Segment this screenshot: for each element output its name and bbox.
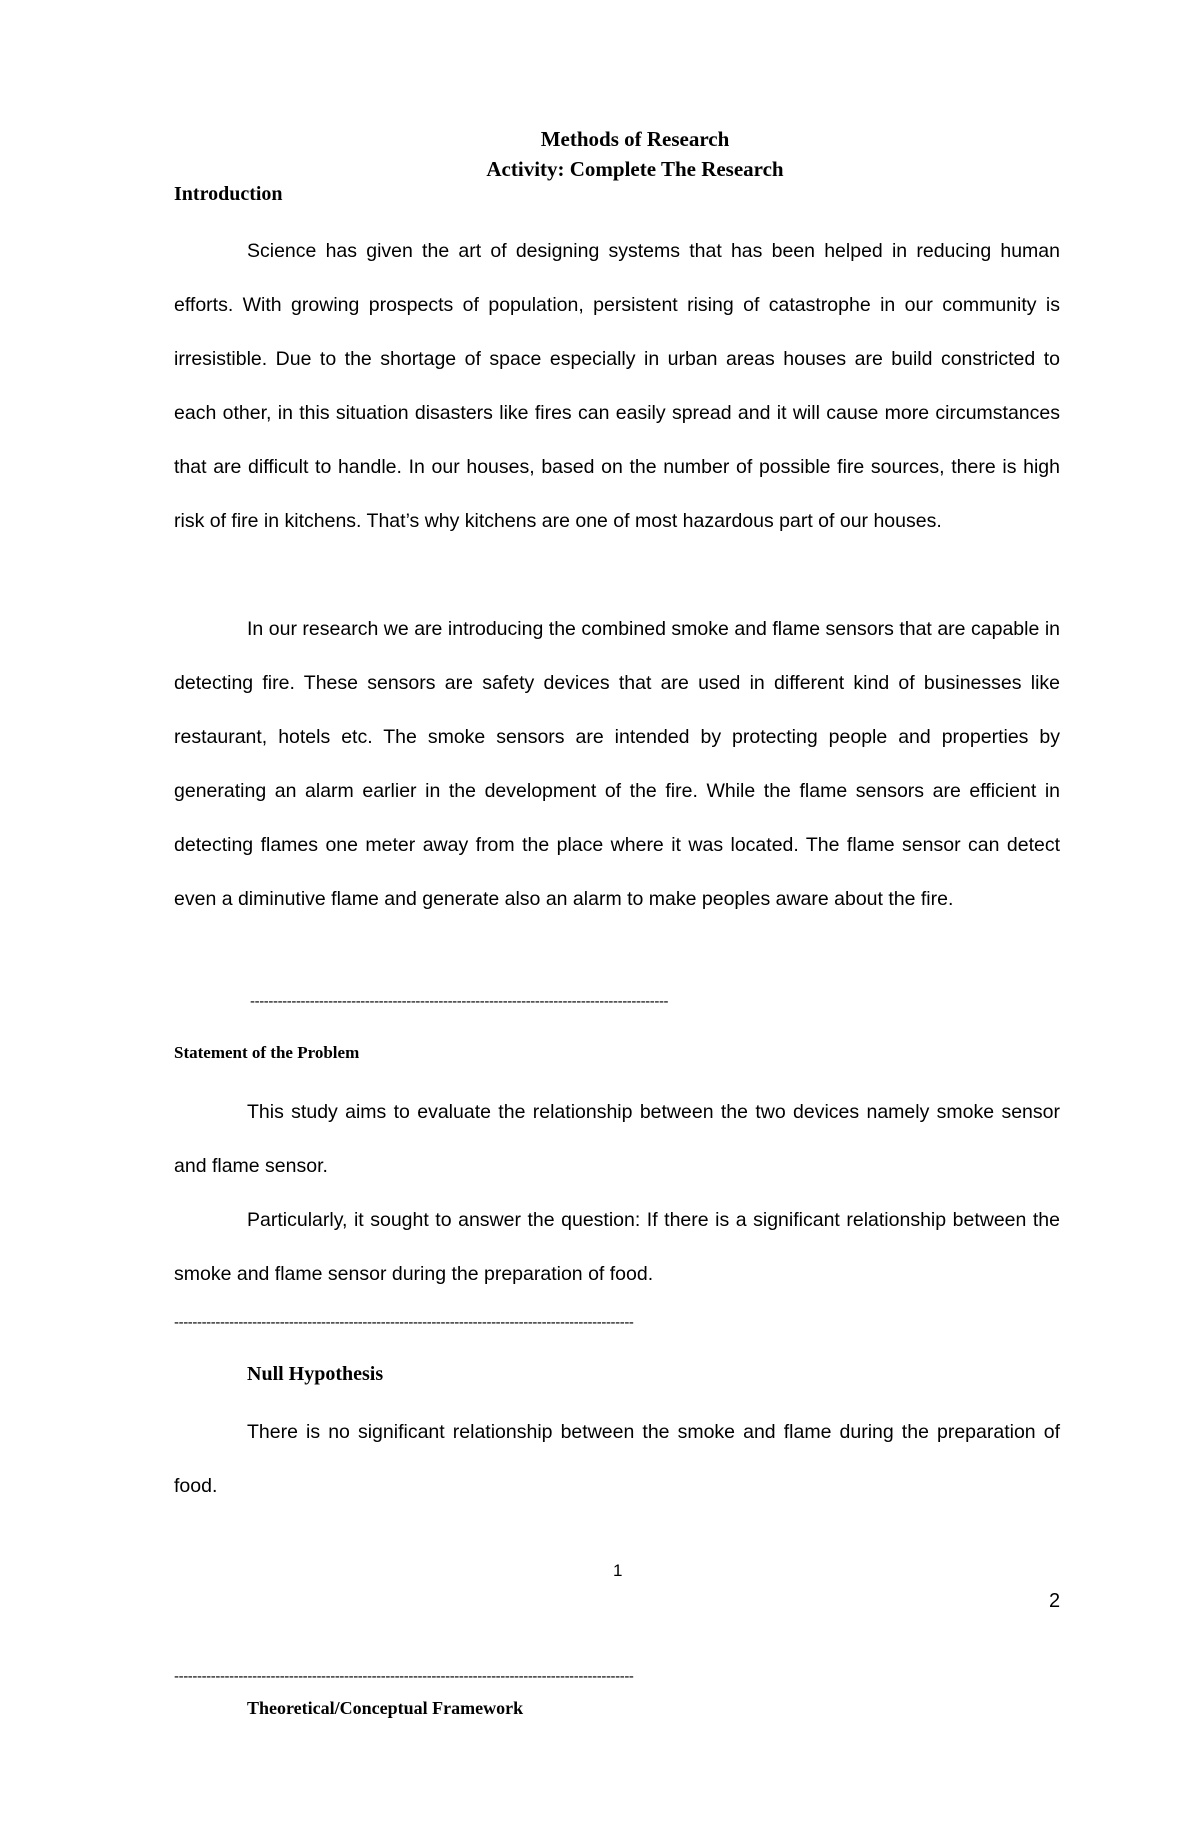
introduction-paragraph: Science has given the art of designing systems that has been helped in reducing human efforts. With growing prospects of population, persistent rising of catastrophe in our community is irresistible. Due to the shortage of space especially in urban areas houses are build constricted to each other, in this situation disasters like fires can easily spread and it will cause more circumstances that are difficult to handle. In our houses, based on the number of possible fire sources, there is high risk of fire in kitchens. That’s why kitchens are one of most hazardous part of our houses.: [174, 240, 1060, 532]
problem-heading: Statement of the Problem: [174, 1043, 360, 1062]
framework-heading: Theoretical/Conceptual Framework: [247, 1698, 524, 1718]
hypothesis-paragraph: There is no significant relationship between the smoke and flame during the preparation of food.: [174, 1421, 1060, 1497]
page-number: 1: [613, 1561, 623, 1580]
section-divider: ----------------------------------------------------------------------------------------------------: [174, 1314, 634, 1331]
section-divider: -------------------------------------------------------------------------------------------: [250, 993, 669, 1010]
introduction-heading: Introduction: [174, 183, 283, 205]
page-number: 2: [1049, 1590, 1061, 1612]
section-divider: ----------------------------------------------------------------------------------------------------: [174, 1668, 634, 1685]
document-title: Methods of Research: [540, 127, 730, 151]
problem-paragraph: Particularly, it sought to answer the question: If there is a significant relationship between the smoke and flame sensor during the preparation of food.: [174, 1209, 1060, 1285]
document-subtitle: Activity: Complete The Research: [486, 157, 784, 181]
introduction-paragraph: In our research we are introducing the combined smoke and flame sensors that are capable in detecting fire. These sensors are safety devices that are used in different kind of businesses like restaurant, hotels etc. The smoke sensors are intended by protecting people and properties by generating an alarm earlier in the development of the fire. While the flame sensors are efficient in detecting flames one meter away from the place where it was located. The flame sensor can detect even a diminutive flame and generate also an alarm to make peoples aware about the fire.: [174, 618, 1060, 910]
hypothesis-heading: Null Hypothesis: [247, 1363, 384, 1385]
problem-paragraph: This study aims to evaluate the relationship between the two devices namely smoke sensor and flame sensor.: [174, 1101, 1060, 1177]
